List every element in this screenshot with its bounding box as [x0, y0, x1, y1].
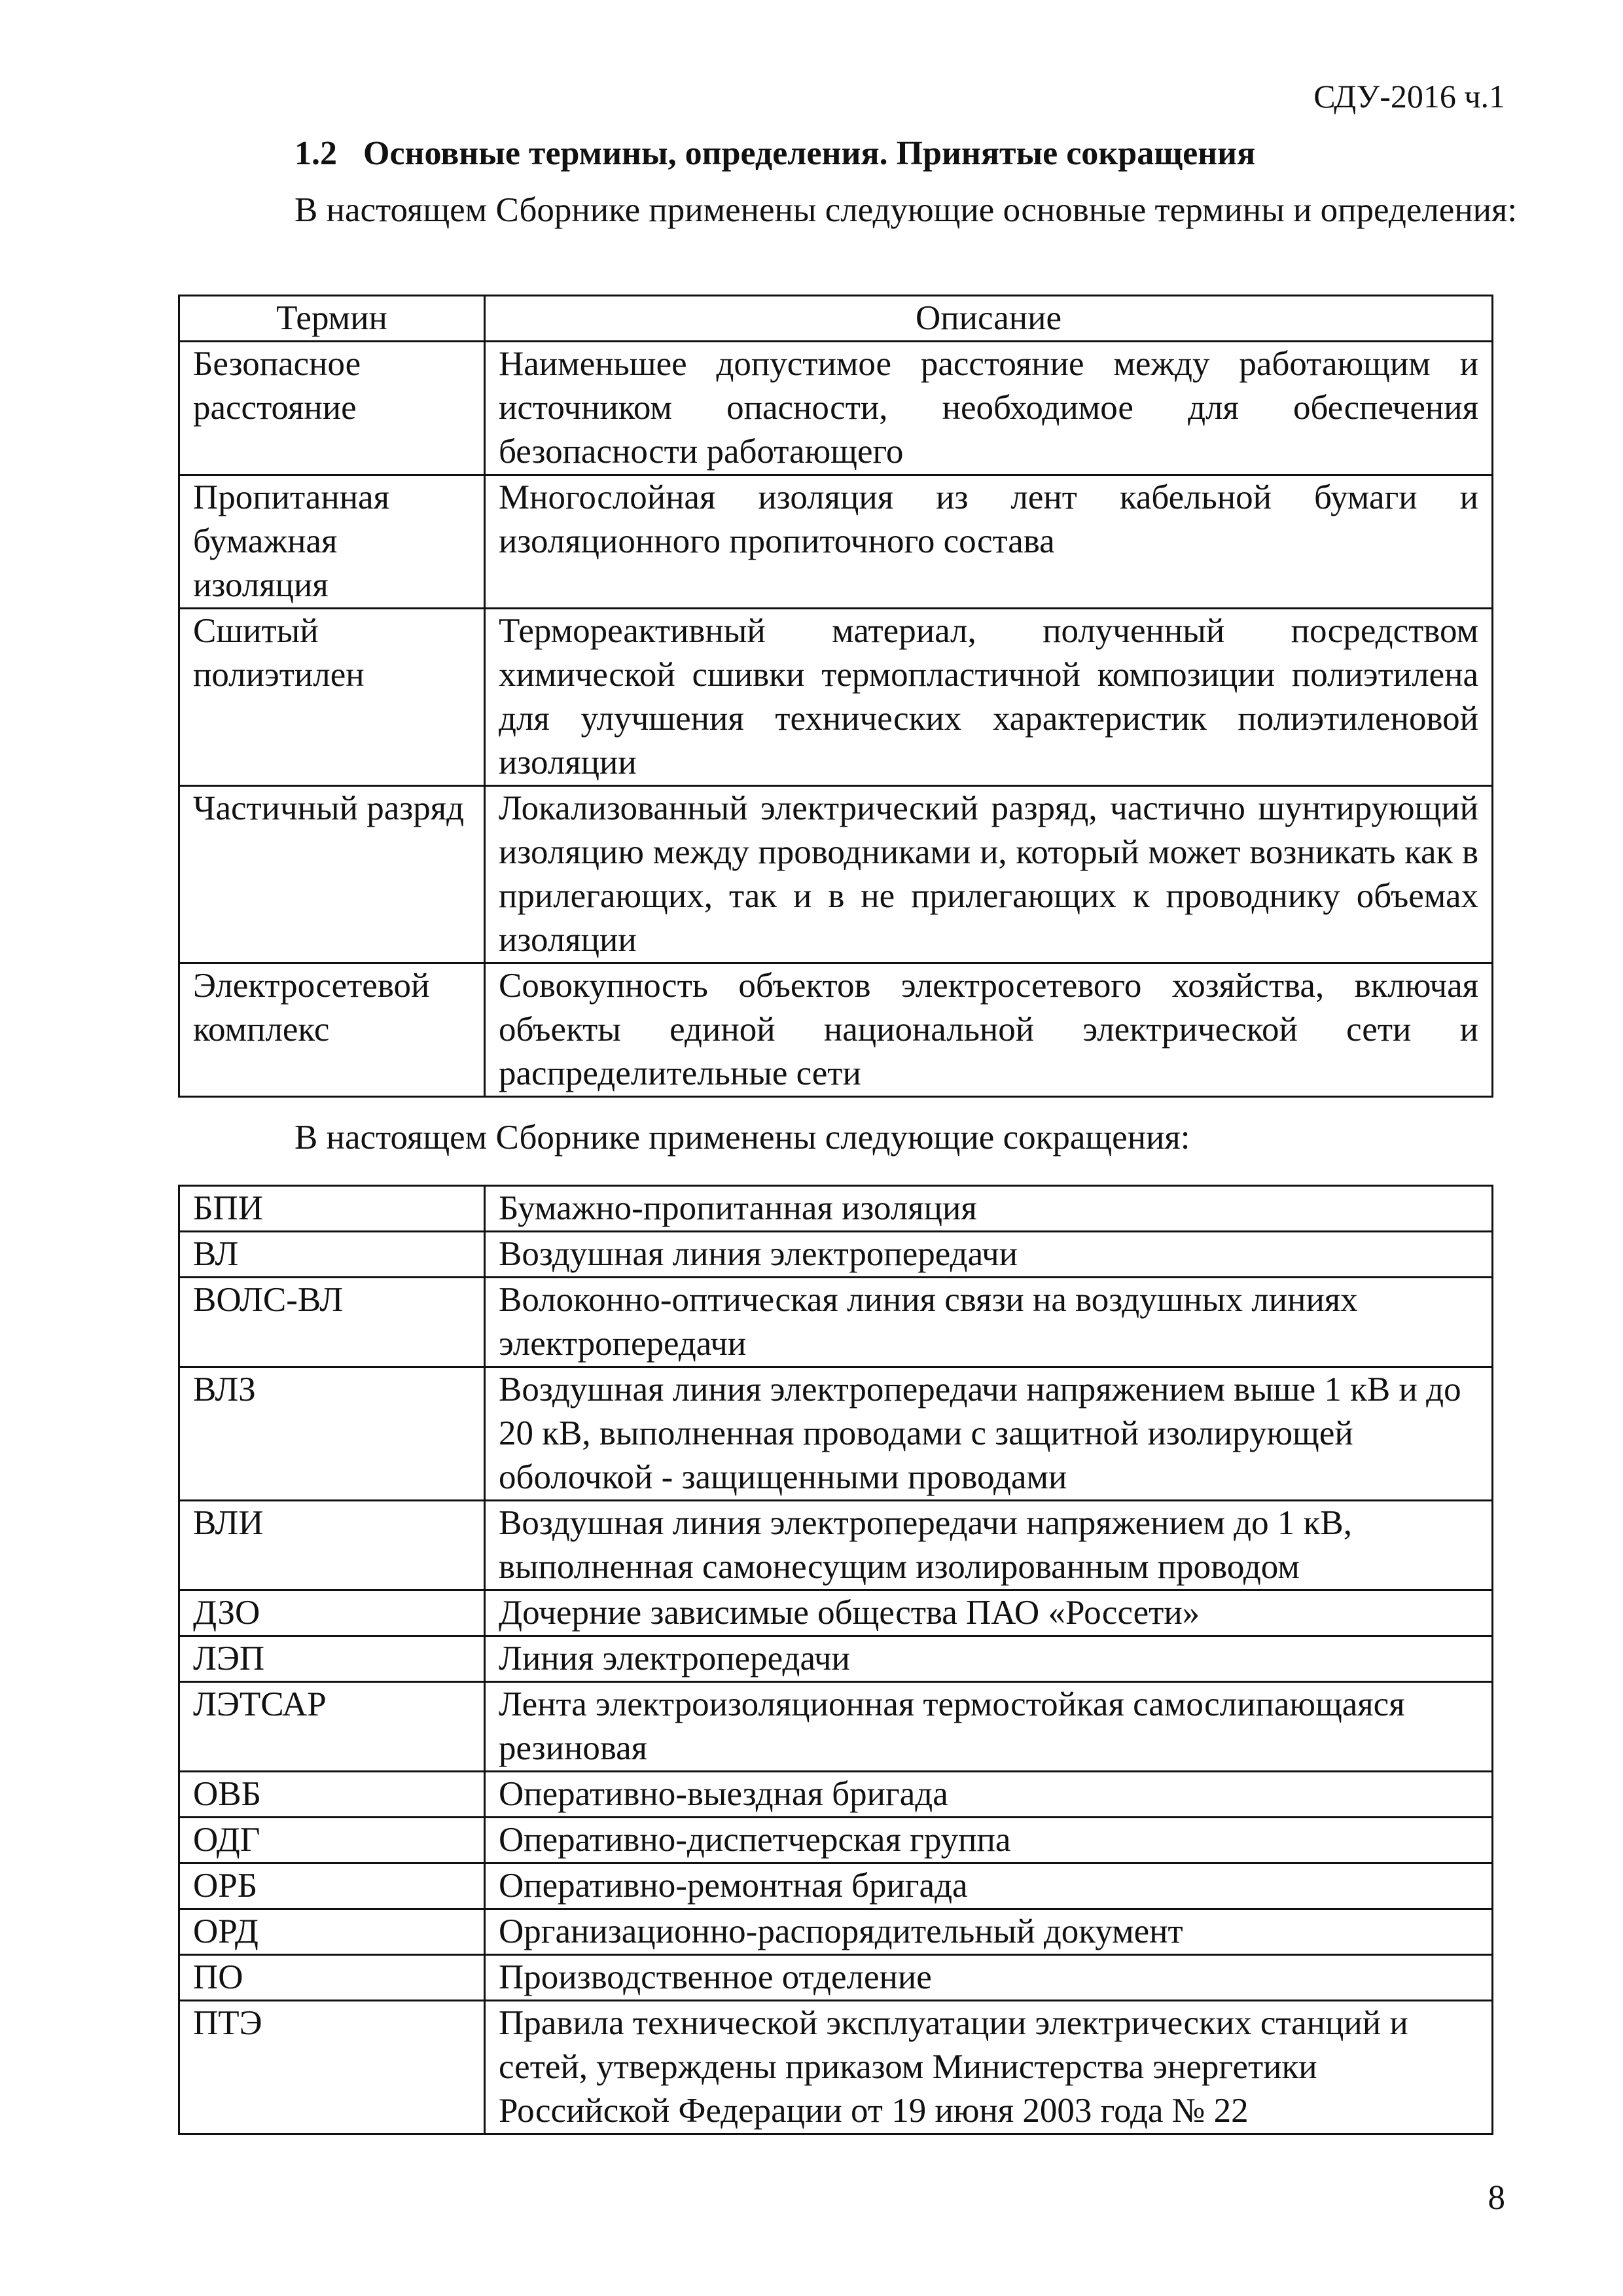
section-heading	[294, 134, 1255, 173]
table-row	[179, 1682, 1493, 1772]
table-row	[179, 1909, 1493, 1955]
header-description: Описание	[485, 296, 1493, 342]
abbr-cell: ПО	[179, 1955, 485, 2001]
meaning-cell: Воздушная линия электропередачи напряжением выше 1 кВ и до 20 кВ, выполненная проводами с защитной изолирующей оболочкой - защищенными проводами	[485, 1367, 1493, 1501]
terms-table	[178, 295, 1493, 1098]
table-row	[179, 342, 1493, 475]
term-cell: Безопасное расстояние	[179, 342, 485, 475]
abbr-cell: ПТЭ	[179, 2001, 485, 2134]
document-code: СДУ-2016 ч.1	[1313, 78, 1505, 115]
terms-intro-paragraph: В настоящем Сборнике применены следующие основные термины и определения:	[294, 191, 1518, 229]
abbr-cell: ОВБ	[179, 1772, 485, 1818]
terms-table-header-row	[179, 296, 1493, 342]
meaning-cell: Оперативно-диспетчерская группа	[485, 1818, 1493, 1863]
description-cell: Наименьшее допустимое расстояние между работающим и источником опасности, необходимое для обеспечения безопасности работающего	[485, 342, 1493, 475]
term-cell: Частичный разряд	[179, 786, 485, 963]
description-cell: Многослойная изоляция из лент кабельной бумаги и изоляционного пропиточного состава	[485, 475, 1493, 609]
abbr-cell: ВОЛС-ВЛ	[179, 1278, 485, 1367]
meaning-cell: Правила технической эксплуатации электрических станций и сетей, утверждены приказом Министерства энергетики Российской Федерации от 19 июня 2003 года № 22	[485, 2001, 1493, 2134]
abbreviations-intro-paragraph: В настоящем Сборнике применены следующие сокращения:	[294, 1119, 1190, 1157]
table-row	[179, 1278, 1493, 1367]
meaning-cell: Бумажно-пропитанная изоляция	[485, 1186, 1493, 1232]
abbr-cell: БПИ	[179, 1186, 485, 1232]
term-cell: Пропитанная бумажная изоляция	[179, 475, 485, 609]
table-row	[179, 1818, 1493, 1863]
description-cell: Локализованный электрический разряд, частично шунтирующий изоляцию между проводниками и, который может возникать как в прилегающих, так и в не прилегающих к проводнику объемах изоляции	[485, 786, 1493, 963]
description-cell: Совокупность объектов электросетевого хозяйства, включая объекты единой национальной электрической сети и распределительные сети	[485, 963, 1493, 1097]
section-title-text: Основные термины, определения. Принятые сокращения	[363, 135, 1256, 172]
description-cell: Термореактивный материал, полученный посредством химической сшивки термопластичной композиции полиэтилена для улучшения технических характеристик полиэтиленовой изоляции	[485, 609, 1493, 786]
table-row	[179, 1367, 1493, 1501]
term-cell: Сшитый полиэтилен	[179, 609, 485, 786]
section-number: 1.2	[294, 135, 337, 172]
meaning-cell: Воздушная линия электропередачи	[485, 1232, 1493, 1278]
abbr-cell: ВЛ	[179, 1232, 485, 1278]
abbreviations-table	[178, 1185, 1493, 2135]
meaning-cell: Воздушная линия электропередачи напряжением до 1 кВ, выполненная самонесущим изолированным проводом	[485, 1501, 1493, 1590]
table-row	[179, 1590, 1493, 1636]
abbr-cell: ВЛИ	[179, 1501, 485, 1590]
table-row	[179, 1232, 1493, 1278]
abbr-cell: ОРБ	[179, 1863, 485, 1909]
table-row	[179, 609, 1493, 786]
table-row	[179, 1501, 1493, 1590]
table-row	[179, 1636, 1493, 1682]
meaning-cell: Производственное отделение	[485, 1955, 1493, 2001]
table-row	[179, 1955, 1493, 2001]
abbr-cell: ЛЭП	[179, 1636, 485, 1682]
table-row	[179, 963, 1493, 1097]
meaning-cell: Лента электроизоляционная термостойкая самослипающаяся резиновая	[485, 1682, 1493, 1772]
table-row	[179, 475, 1493, 609]
abbr-cell: ДЗО	[179, 1590, 485, 1636]
meaning-cell: Линия электропередачи	[485, 1636, 1493, 1682]
meaning-cell: Оперативно-ремонтная бригада	[485, 1863, 1493, 1909]
table-row	[179, 2001, 1493, 2134]
meaning-cell: Организационно-распорядительный документ	[485, 1909, 1493, 1955]
abbr-cell: ОДГ	[179, 1818, 485, 1863]
abbr-cell: ВЛЗ	[179, 1367, 485, 1501]
meaning-cell: Дочерние зависимые общества ПАО «Россети»	[485, 1590, 1493, 1636]
table-row	[179, 1863, 1493, 1909]
meaning-cell: Оперативно-выездная бригада	[485, 1772, 1493, 1818]
page-number: 8	[1488, 2179, 1505, 2217]
term-cell: Электросетевой комплекс	[179, 963, 485, 1097]
meaning-cell: Волоконно-оптическая линия связи на воздушных линиях электропередачи	[485, 1278, 1493, 1367]
abbr-cell: ОРД	[179, 1909, 485, 1955]
table-row	[179, 1186, 1493, 1232]
header-term: Термин	[179, 296, 485, 342]
table-row	[179, 786, 1493, 963]
abbr-cell: ЛЭТСАР	[179, 1682, 485, 1772]
table-row	[179, 1772, 1493, 1818]
